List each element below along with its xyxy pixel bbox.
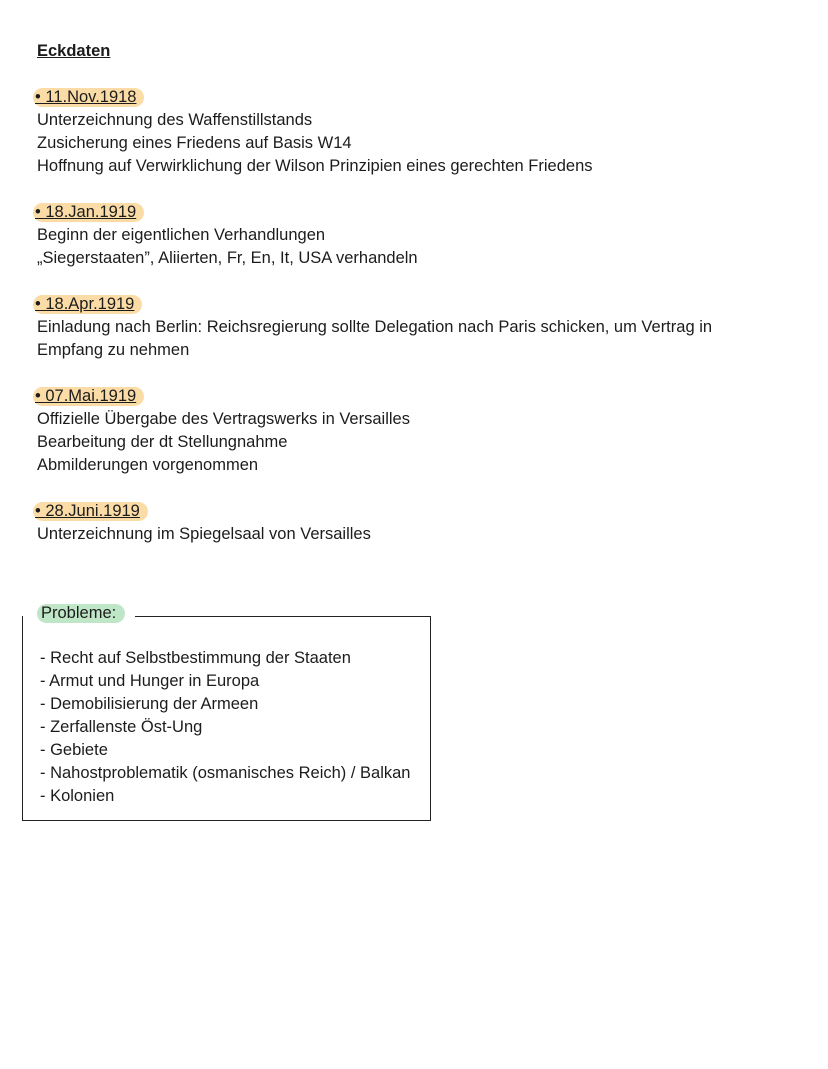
event-section [37, 385, 410, 477]
event-line: Empfang zu nehmen [37, 341, 190, 359]
problem-item: - Nahostproblematik (osmanisches Reich) / Balkan [40, 764, 411, 782]
event-date: • 07.Mai.1919 [33, 387, 144, 406]
event-line: Hoffnung auf Verwirklichung der Wilson Prinzipien eines gerechten Friedens [37, 157, 593, 175]
event-date: • 11.Nov.1918 [33, 88, 144, 107]
problem-item: - Armut und Hunger in Europa [40, 672, 260, 690]
event-section [37, 500, 371, 546]
problem-item: - Zerfallenste Öst-Ung [40, 718, 203, 736]
page-title: Eckdaten [37, 42, 111, 60]
problem-item: - Gebiete [40, 741, 108, 759]
event-line: Zusicherung eines Friedens auf Basis W14 [37, 134, 352, 152]
event-line: Bearbeitung der dt Stellungnahme [37, 433, 288, 451]
event-line: Einladung nach Berlin: Reichsregierung sollte Delegation nach Paris schicken, um Vertrag in [37, 318, 713, 336]
event-line: Beginn der eigentlichen Verhandlungen [37, 226, 326, 244]
event-line: Offizielle Übergabe des Vertragswerks in Versailles [37, 410, 410, 428]
problem-item: - Recht auf Selbstbestimmung der Staaten [40, 649, 351, 667]
event-line: Unterzeichnung im Spiegelsaal von Versailles [37, 525, 371, 543]
problem-item: - Demobilisierung der Armeen [40, 695, 259, 713]
event-section [37, 201, 418, 270]
problems-label: Probleme: [37, 604, 125, 623]
problems-list [40, 647, 411, 808]
problem-item: - Kolonien [40, 787, 115, 805]
event-section [37, 86, 593, 178]
event-line: Unterzeichnung des Waffenstillstands [37, 111, 313, 129]
event-date: • 28.Juni.1919 [33, 502, 148, 521]
problems-box-top-border [135, 616, 431, 617]
event-line: „Siegerstaaten”, Aliierten, Fr, En, It, USA verhandeln [37, 249, 418, 267]
event-section [37, 293, 712, 362]
event-date: • 18.Jan.1919 [33, 203, 144, 222]
event-line: Abmilderungen vorgenommen [37, 456, 259, 474]
event-date: • 18.Apr.1919 [33, 295, 142, 314]
